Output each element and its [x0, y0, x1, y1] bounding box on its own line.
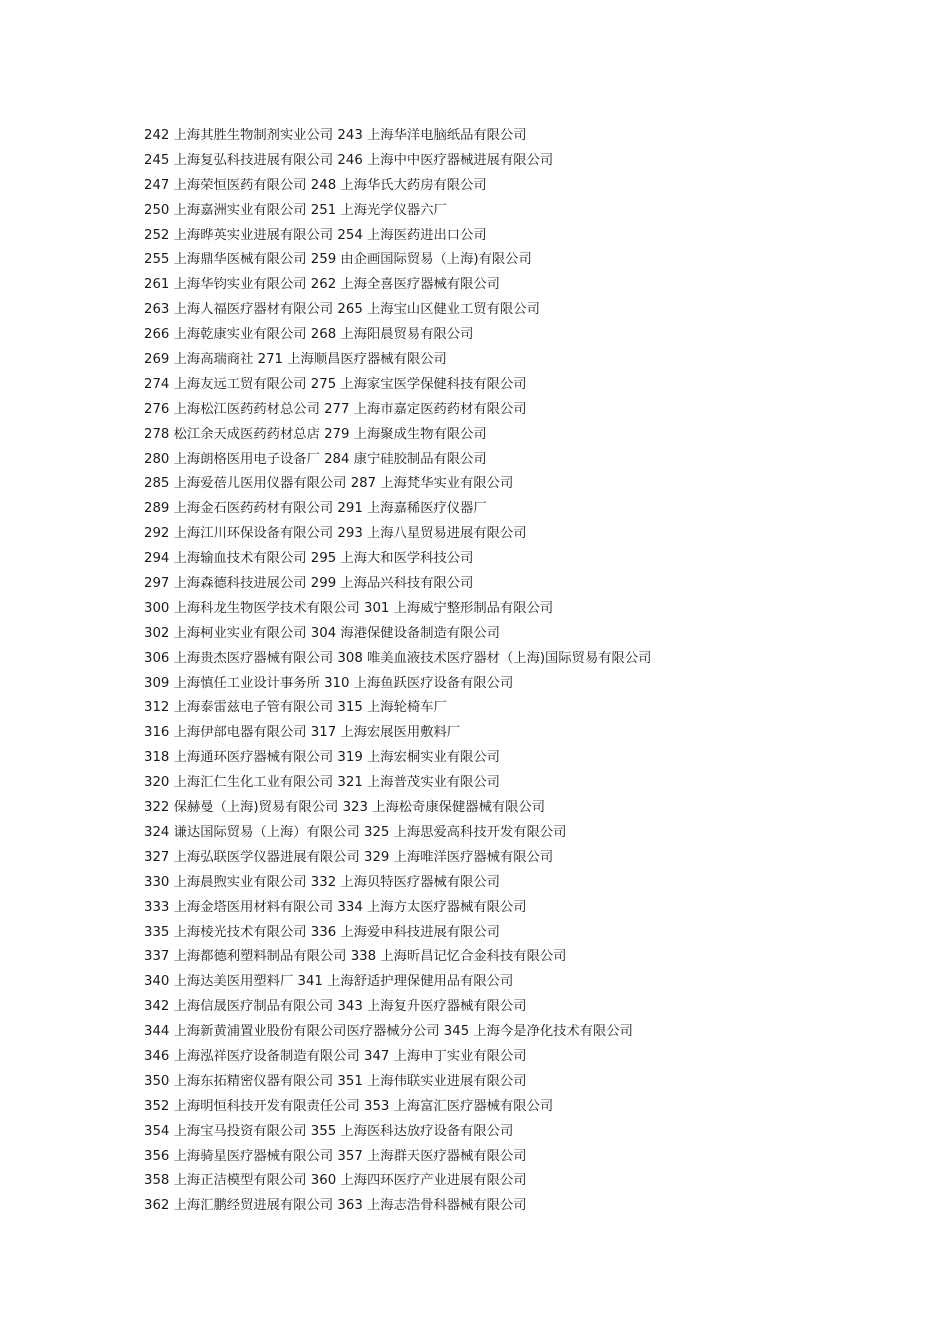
- list-item: 269 上海高瑞商社 271 上海顺昌医疗器械有限公司: [144, 352, 447, 368]
- list-item: 294 上海输血技术有限公司 295 上海大和医学科技公司: [144, 551, 474, 567]
- company-list: [144, 126, 651, 1221]
- list-item: 263 上海人福医疗器材有限公司 265 上海宝山区健业工贸有限公司: [144, 302, 540, 318]
- list-item: 285 上海爱蓓儿医用仪器有限公司 287 上海梵华实业有限公司: [144, 476, 514, 492]
- list-item: 309 上海慎任工业设计事务所 310 上海鱼跃医疗设备有限公司: [144, 675, 514, 691]
- list-item: 356 上海骑星医疗器械有限公司 357 上海群天医疗器械有限公司: [144, 1148, 527, 1164]
- list-item: 278 松江余天成医药药材总店 279 上海聚成生物有限公司: [144, 426, 487, 442]
- list-item: 327 上海弘联医学仪器进展有限公司 329 上海唯洋医疗器械有限公司: [144, 849, 554, 865]
- list-item: 247 上海荣恒医药有限公司 248 上海华氏大药房有限公司: [144, 177, 487, 193]
- list-item: 318 上海通环医疗器械有限公司 319 上海宏桐实业有限公司: [144, 750, 500, 766]
- list-item: 274 上海友远工贸有限公司 275 上海家宝医学保健科技有限公司: [144, 376, 527, 392]
- list-item: 358 上海正洁模型有限公司 360 上海四环医疗产业进展有限公司: [144, 1173, 527, 1189]
- list-item: 316 上海伊部电器有限公司 317 上海宏展医用敷料厂: [144, 725, 461, 741]
- list-item: 297 上海森德科技进展公司 299 上海品兴科技有限公司: [144, 576, 474, 592]
- list-item: 344 上海新黄浦置业股份有限公司医疗器械分公司 345 上海今是净化技术有限公司: [144, 1024, 633, 1040]
- list-item: 261 上海华钧实业有限公司 262 上海全喜医疗器械有限公司: [144, 277, 500, 293]
- list-item: 330 上海晨煦实业有限公司 332 上海贝特医疗器械有限公司: [144, 874, 500, 890]
- list-item: 342 上海信晟医疗制品有限公司 343 上海复升医疗器械有限公司: [144, 999, 527, 1015]
- list-item: 324 谦达国际贸易（上海）有限公司 325 上海思爱高科技开发有限公司: [144, 824, 567, 840]
- list-item: 266 上海乾康实业有限公司 268 上海阳晨贸易有限公司: [144, 327, 474, 343]
- list-item: 354 上海宝马投资有限公司 355 上海医科达放疗设备有限公司: [144, 1123, 514, 1139]
- list-item: 300 上海科龙生物医学技术有限公司 301 上海威宁整形制品有限公司: [144, 600, 554, 616]
- list-item: 302 上海柯业实业有限公司 304 海港保健设备制造有限公司: [144, 625, 500, 641]
- list-item: 362 上海汇鹏经贸进展有限公司 363 上海志浩骨科器械有限公司: [144, 1198, 527, 1214]
- list-item: 289 上海金石医药药材有限公司 291 上海嘉稀医疗仪器厂: [144, 501, 487, 517]
- list-item: 352 上海明恒科技开发有限责任公司 353 上海富汇医疗器械有限公司: [144, 1098, 554, 1114]
- list-item: 320 上海汇仁生化工业有限公司 321 上海普茂实业有限公司: [144, 775, 500, 791]
- list-item: 350 上海东拓精密仪器有限公司 351 上海伟联实业进展有限公司: [144, 1073, 527, 1089]
- list-item: 250 上海嘉洲实业有限公司 251 上海光学仪器六厂: [144, 202, 447, 218]
- list-item: 242 上海其胜生物制剂实业公司 243 上海华洋电脑纸品有限公司: [144, 128, 527, 143]
- list-item: 346 上海泓祥医疗设备制造有限公司 347 上海申丁实业有限公司: [144, 1048, 527, 1064]
- list-item: 280 上海朗格医用电子设备厂 284 康宁硅胶制品有限公司: [144, 451, 487, 467]
- list-item: 312 上海泰雷兹电子管有限公司 315 上海轮椅车厂: [144, 700, 447, 716]
- list-item: 276 上海松江医药药材总公司 277 上海市嘉定医药药材有限公司: [144, 401, 527, 417]
- list-item: 337 上海都德利塑料制品有限公司 338 上海昕昌记忆合金科技有限公司: [144, 949, 567, 965]
- list-item: 306 上海贵杰医疗器械有限公司 308 唯美血液技术医疗器材（上海)国际贸易有限公司: [144, 650, 652, 666]
- list-item: 335 上海棱光技术有限公司 336 上海爱申科技进展有限公司: [144, 924, 500, 940]
- list-item: 340 上海达美医用塑料厂 341 上海舒适护理保健用品有限公司: [144, 974, 514, 990]
- list-item: 292 上海江川环保设备有限公司 293 上海八星贸易进展有限公司: [144, 526, 527, 542]
- list-item: 333 上海金塔医用材料有限公司 334 上海方太医疗器械有限公司: [144, 899, 527, 915]
- list-item: 252 上海晔英实业进展有限公司 254 上海医药进出口公司: [144, 227, 487, 243]
- list-item: 245 上海复弘科技进展有限公司 246 上海中中医疗器械进展有限公司: [144, 152, 554, 168]
- list-item: 322 保赫曼（上海)贸易有限公司 323 上海松奇康保健器械有限公司: [144, 800, 546, 816]
- list-item: 255 上海鼎华医械有限公司 259 由企画国际贸易（上海)有限公司: [144, 252, 532, 268]
